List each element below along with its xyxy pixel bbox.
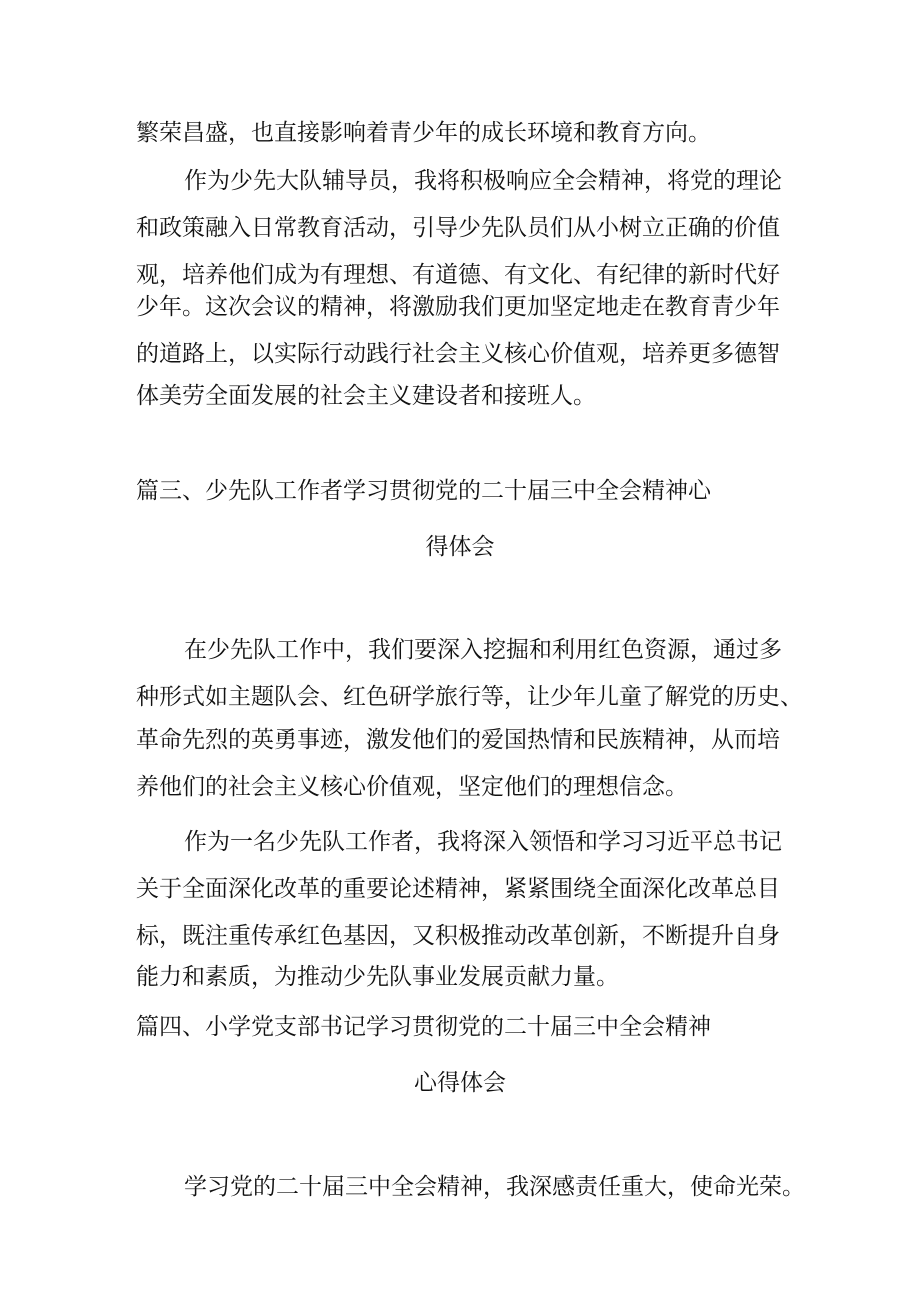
paragraph-line: 能力和素质，为推动少先队事业发展贡献力量。 (136, 964, 619, 990)
paragraph-line: 在少先队工作中，我们要深入挖掘和利用红色资源，通过多 (184, 637, 782, 663)
paragraph-line: 革命先烈的英勇事迹，激发他们的爱国热情和民族精神，从而培 (136, 727, 780, 753)
paragraph-line: 作为少先大队辅导员，我将积极响应全会精神，将党的理论 (184, 168, 782, 194)
paragraph-line: 繁荣昌盛，也直接影响着青少年的成长环境和教育方向。 (136, 120, 711, 146)
paragraph-line: 标，既注重传承红色基因，又积极推动改革创新，不断提升自身 (136, 923, 780, 949)
paragraph-line: 作为一名少先队工作者，我将深入领悟和学习习近平总书记 (184, 829, 782, 855)
paragraph-line: 和政策融入日常教育活动，引导少先队员们从小树立正确的价值 (136, 215, 780, 241)
section-heading: 篇三、少先队工作者学习贯彻党的二十届三中全会精神心 (136, 478, 711, 504)
paragraph-line: 体美劳全面发展的社会主义建设者和接班人。 (136, 383, 596, 409)
section-heading-continued: 心得体会 (414, 1070, 506, 1096)
paragraph-line: 的道路上，以实际行动践行社会主义核心价值观，培养更多德智 (136, 341, 780, 367)
paragraph-line: 关于全面深化改革的重要论述精神，紧紧围绕全面深化改革总目 (136, 876, 780, 902)
paragraph-line: 观，培养他们成为有理想、有道德、有文化、有纪律的新时代好 (136, 262, 780, 288)
section-heading-continued: 得体会 (425, 534, 495, 560)
paragraph-line: 少年。这次会议的精神，将激励我们更加坚定地走在教育青少年 (136, 294, 780, 320)
paragraph-line: 种形式如主题队会、红色研学旅行等，让少年儿童了解党的历史、 (136, 684, 803, 710)
paragraph-line: 养他们的社会主义核心价值观，坚定他们的理想信念。 (136, 774, 688, 800)
paragraph-line: 学习党的二十届三中全会精神，我深感责任重大，使命光荣。 (184, 1174, 805, 1200)
section-heading: 篇四、小学党支部书记学习贯彻党的二十届三中全会精神 (136, 1014, 711, 1040)
